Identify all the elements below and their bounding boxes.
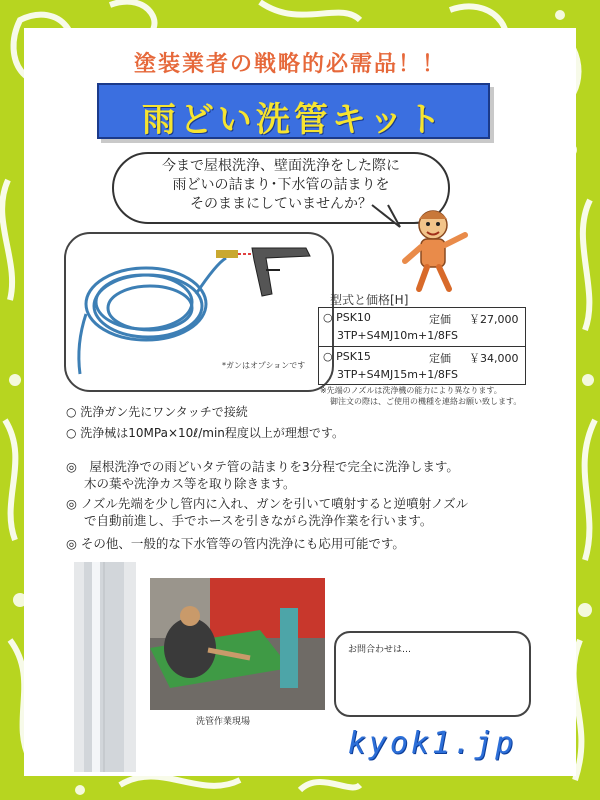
price-value: ￥27,000 bbox=[469, 313, 519, 326]
page-title: 雨どい洗管キット bbox=[141, 100, 446, 140]
price-label: 定価 bbox=[429, 352, 451, 365]
model-name: ○ PSK10 bbox=[323, 311, 371, 324]
downspout-pipe-photo bbox=[74, 562, 136, 772]
bullet-item bbox=[66, 495, 468, 529]
model-detail: 3TP+S4MJ15m+1/8FS bbox=[337, 368, 459, 381]
bubble-line: 雨どいの詰まり･下水管の詰まりを bbox=[172, 177, 390, 193]
spec-row-psk15 bbox=[319, 346, 525, 384]
footnote-line: ※先端のノズルは洗浄機の能力により異なります。 bbox=[320, 386, 502, 395]
price-label: 定価 bbox=[429, 313, 451, 326]
headline-kicker: 塗装業者の戦略的必需品！！ bbox=[133, 52, 446, 77]
bullet-item bbox=[66, 535, 405, 552]
feature-item: ○ 洗浄ガン先にワンタッチで接続 bbox=[66, 405, 248, 419]
site-photo-caption: 洗管作業現場 bbox=[196, 717, 251, 727]
site-logo: kyok1.jp bbox=[347, 726, 517, 761]
inquiry-label: お問合わせは… bbox=[348, 645, 412, 655]
spec-footnote bbox=[320, 385, 521, 407]
bullet-line: ◎ その他、一般的な下水管等の管内洗浄にも応用可能です。 bbox=[66, 536, 405, 551]
cleaning-site-photo bbox=[150, 578, 325, 710]
mascot-illustration bbox=[395, 205, 475, 295]
bullet-line: ◎ ノズル先端を少し管内に入れ、ガンを引いて噴射すると逆噴射ノズル bbox=[66, 496, 469, 511]
bullet-line: 木の葉や洗浄カス等を取り除きます。 bbox=[84, 476, 296, 491]
bubble-line: そのままにしていませんか？ bbox=[190, 196, 372, 212]
bubble-line: 今まで屋根洗浄、壁面洗浄をした際に bbox=[162, 158, 400, 174]
bullet-item bbox=[66, 458, 459, 492]
title-banner bbox=[97, 83, 490, 139]
bullet-line: ◎ 屋根洗浄での雨どいタテ管の詰まりを3分程で完全に洗浄します。 bbox=[66, 459, 459, 474]
bullet-line: で自動前進し、手でホースを引きながら洗浄作業を行います。 bbox=[84, 513, 433, 528]
gun-option-note: *ガンはオプションです bbox=[222, 361, 306, 370]
model-detail: 3TP+S4MJ10m+1/8FS bbox=[337, 329, 459, 342]
spec-row-psk10 bbox=[319, 308, 525, 346]
model-name: ○ PSK15 bbox=[323, 350, 371, 363]
spec-heading: 型式と価格[H] bbox=[330, 293, 409, 307]
footnote-line: 御注文の際は、ご使用の機種を連絡お願い致します。 bbox=[330, 397, 522, 406]
feature-item: ○ 洗浄械は10MPa×10ℓ/min程度以上が理想です。 bbox=[66, 426, 344, 440]
spec-price-table bbox=[318, 307, 526, 385]
price-value: ￥34,000 bbox=[469, 352, 519, 365]
